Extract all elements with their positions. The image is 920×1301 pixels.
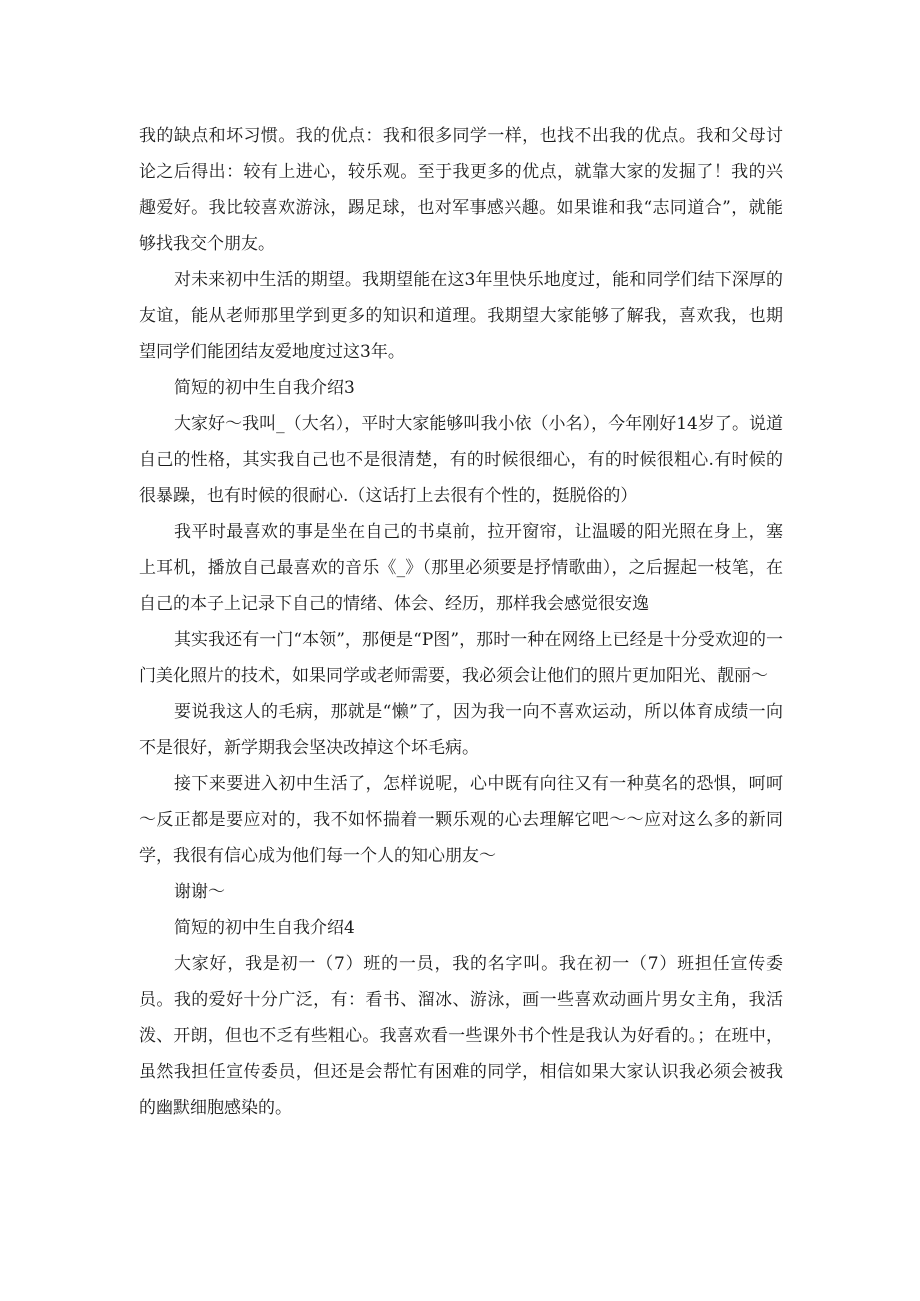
- paragraph-weakness: 要说我这人的毛病，那就是“懒”了，因为我一向不喜欢运动，所以体育成绩一向不是很好，新学期我会坚决改掉这个坏毛病。: [139, 702, 783, 758]
- paragraph-thanks: 谢谢～: [174, 882, 225, 902]
- paragraph-faults-and-strengths: 我的缺点和坏习惯。我的优点：我和很多同学一样，也找不出我的优点。我和父母讨论之后得出：较有上进心，较乐观。至于我更多的优点，就靠大家的发掘了！我的兴趣爱好。我比较喜欢游泳，踢足球，也对军事感兴趣。如果谁和我“志同道合”，就能够找我交个朋友。: [139, 126, 783, 254]
- paragraph-hobbies: 我平时最喜欢的事是坐在自己的书桌前，拉开窗帘，让温暖的阳光照在身上，塞上耳机，播放自己最喜欢的音乐《_》（那里必须要是抒情歌曲），之后握起一枝笔，在自己的本子上记录下自己的情绪、体会、经历，那样我会感觉很安逸: [139, 522, 783, 614]
- paragraph-photo-skill: 其实我还有一门“本领”，那便是“P图”，那时一种在网络上已经是十分受欢迎的一门美化照片的技术，如果同学或老师需要，我必须会让他们的照片更加阳光、靓丽～: [139, 630, 783, 686]
- paragraph-junior-high-life: 接下来要进入初中生活了，怎样说呢，心中既有向往又有一种莫名的恐惧，呵呵～反正都是要应对的，我不如怀揣着一颗乐观的心去理解它吧～～应对这么多的新同学，我很有信心成为他们每一个人的知心朋友～: [139, 774, 783, 866]
- section-heading-4: 简短的初中生自我介绍4: [174, 918, 355, 938]
- paragraph-expectations: 对未来初中生活的期望。我期望能在这3年里快乐地度过，能和同学们结下深厚的友谊，能从老师那里学到更多的知识和道理。我期望大家能够了解我，喜欢我，也期望同学们能团结友爱地度过这3年。: [139, 270, 783, 362]
- paragraph-class-intro: 大家好，我是初一（7）班的一员，我的名字叫。我在初一（7）班担任宣传委员。我的爱好十分广泛，有：看书、溜冰、游泳，画一些喜欢动画片男女主角，我活泼、开朗，但也不乏有些粗心。我喜欢看一些课外书个性是我认为好看的。；在班中，虽然我担任宣传委员，但还是会帮忙有困难的同学，相信如果大家认识我必须会被我的幽默细胞感染的。: [139, 954, 783, 1118]
- document-page: [139, 118, 783, 1126]
- paragraph-greeting-personality: 大家好～我叫_（大名），平时大家能够叫我小依（小名），今年刚好14岁了。说道自己的性格，其实我自己也不是很清楚，有的时候很细心，有的时候很粗心.有时候的很暴躁，也有时候的很耐心.（这话打上去很有个性的，挺脱俗的）: [139, 414, 783, 506]
- section-heading-3: 简短的初中生自我介绍3: [174, 378, 355, 398]
